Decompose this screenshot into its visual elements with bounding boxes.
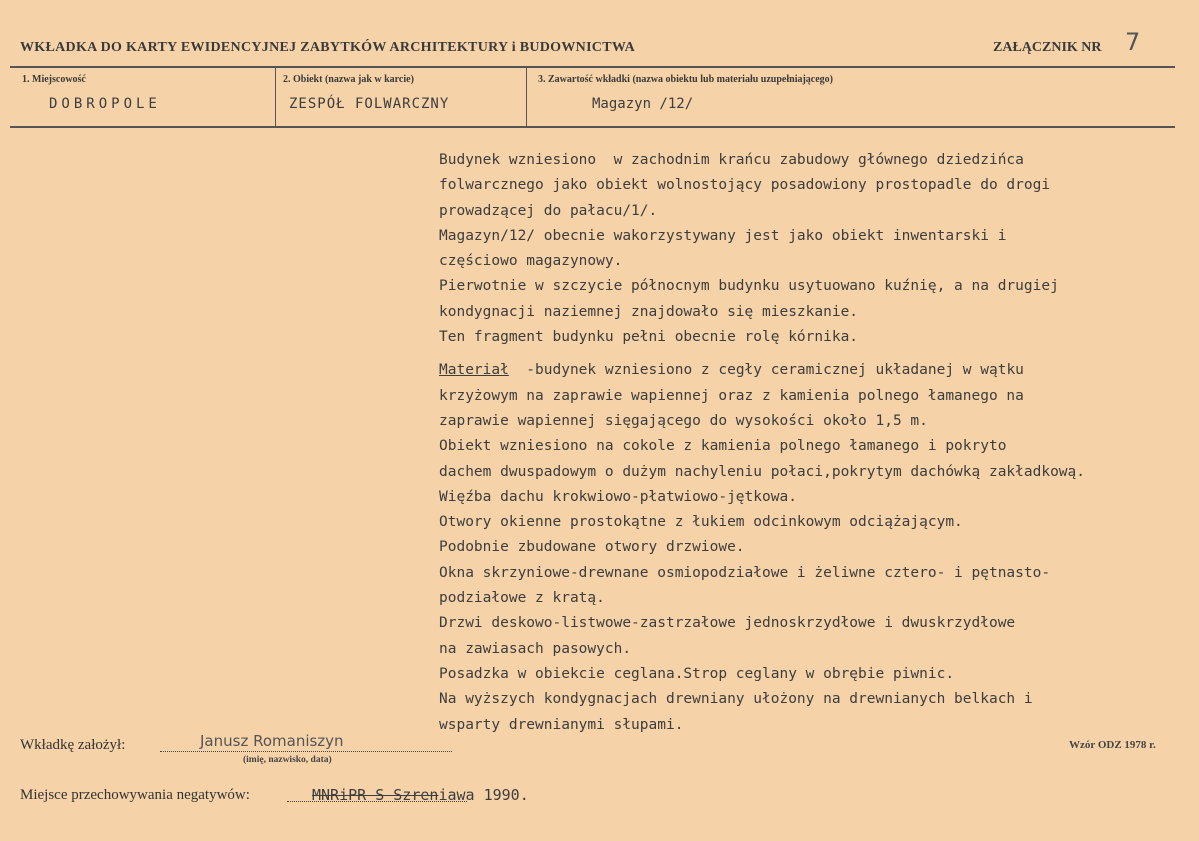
text-line: dachem dwuspadowym o dużym nachyleniu połaci,pokrytym dachówką zakładkową. [439, 463, 1086, 480]
text-line: Pierwotnie w szczycie północnym budynku usytuowano kuźnię, a na drugiej [439, 278, 1059, 295]
text-line: Budynek wzniesiono w zachodnim krańcu zabudowy głównego dziedzińca [439, 152, 1024, 168]
text-line: folwarcznego jako obiekt wolnostojący posadowiony prostopadle do drogi [439, 177, 1051, 194]
storage-value [312, 786, 529, 804]
text-line: prowadzącej do pałacu/1/. [439, 202, 658, 219]
text-line: Drzwi deskowo-listwowe-zastrzałowe jednoskrzydłowe i dwuskrzydłowe [439, 615, 1016, 632]
text-line: krzyżowym na zaprawie wapiennej oraz z kamienia polnego łamanego na [439, 387, 1024, 404]
middle-rule [10, 126, 1175, 128]
text-line: Na wyższych kondygnacjach drewniany ułożony na drewnianych belkach i [439, 691, 1033, 708]
material-line [439, 358, 1179, 383]
text-line: na zawiasach pasowych. [439, 640, 632, 657]
material-label: Materiał [439, 362, 509, 379]
text-line: Więźba dachu krokwiowo-płatwiowo-jętkowa. [439, 488, 797, 505]
text-line: Obiekt wzniesiono na cokole z kamienia polnego łamanego i pokryto [439, 438, 1007, 455]
text-line: kondygnacji naziemnej znajdowało się mieszkanie. [439, 303, 859, 320]
annex-number: 7 [1125, 28, 1141, 56]
content-label: 3. Zawartość wkładki (nazwa obiektu lub materiału uzupełniającego) [538, 74, 834, 85]
text-line: częściowo magazynowy. [439, 253, 623, 270]
text-line: Podobnie zbudowane otwory drzwiowe. [439, 539, 745, 556]
material-text: -budynek wzniesiono z cegły ceramicznej układanej w wątku [508, 362, 1024, 379]
field-divider-1 [275, 68, 276, 126]
text-line: Otwory okienne prostokątne z łukiem odcinkowym odciążającym. [439, 514, 963, 531]
locality-label: 1. Miejscowość [22, 74, 86, 85]
card-title: WKŁADKA DO KARTY EWIDENCYJNEJ ZABYTKÓW ARCHITEKTURY i BUDOWNICTWA [20, 40, 636, 55]
object-label: 2. Obiekt (nazwa jak w karcie) [283, 74, 414, 85]
annex-label: ZAŁĄCZNIK NR [993, 40, 1102, 55]
founder-caption: (imię, nazwisko, data) [243, 755, 332, 765]
text-line: Magazyn/12/ obecnie wakorzystywany jest jako obiekt inwentarski i [439, 227, 1007, 244]
text-line: podziałowe z kratą. [439, 590, 605, 607]
text-line: wsparty drewnianymi słupami. [439, 716, 684, 733]
storage-text: iawa 1990. [438, 786, 529, 804]
text-line: Ten fragment budynku pełni obecnie rolę kórnika. [439, 329, 859, 346]
content-value: Magazyn /12/ [592, 96, 694, 112]
object-value: ZESPÓŁ FOLWARCZNY [289, 96, 450, 112]
top-rule [10, 66, 1175, 68]
text-line: Posadzka w obiekcie ceglana.Strop ceglany w obrębie piwnic. [439, 665, 955, 682]
description-text [439, 148, 1179, 738]
storage-label: Miejsce przechowywania negatywów: [20, 787, 250, 803]
founder-label: Wkładkę założył: [20, 737, 126, 753]
paragraph-gap [439, 350, 1179, 358]
form-code: Wzór ODZ 1978 r. [1069, 739, 1156, 751]
storage-struck-text: MNRiPR S Szren [312, 786, 439, 804]
text-line: Okna skrzyniowe-drewnane osmiopodziałowe i żeliwne cztero- i pętnasto- [439, 564, 1051, 581]
founder-signature: Janusz Romaniszyn [200, 732, 344, 750]
field-divider-2 [526, 68, 527, 126]
locality-value: DOBROPOLE [49, 96, 161, 112]
text-line: zaprawie wapiennej sięgającego do wysokości około 1,5 m. [439, 412, 928, 429]
founder-dotted-line [160, 751, 452, 752]
